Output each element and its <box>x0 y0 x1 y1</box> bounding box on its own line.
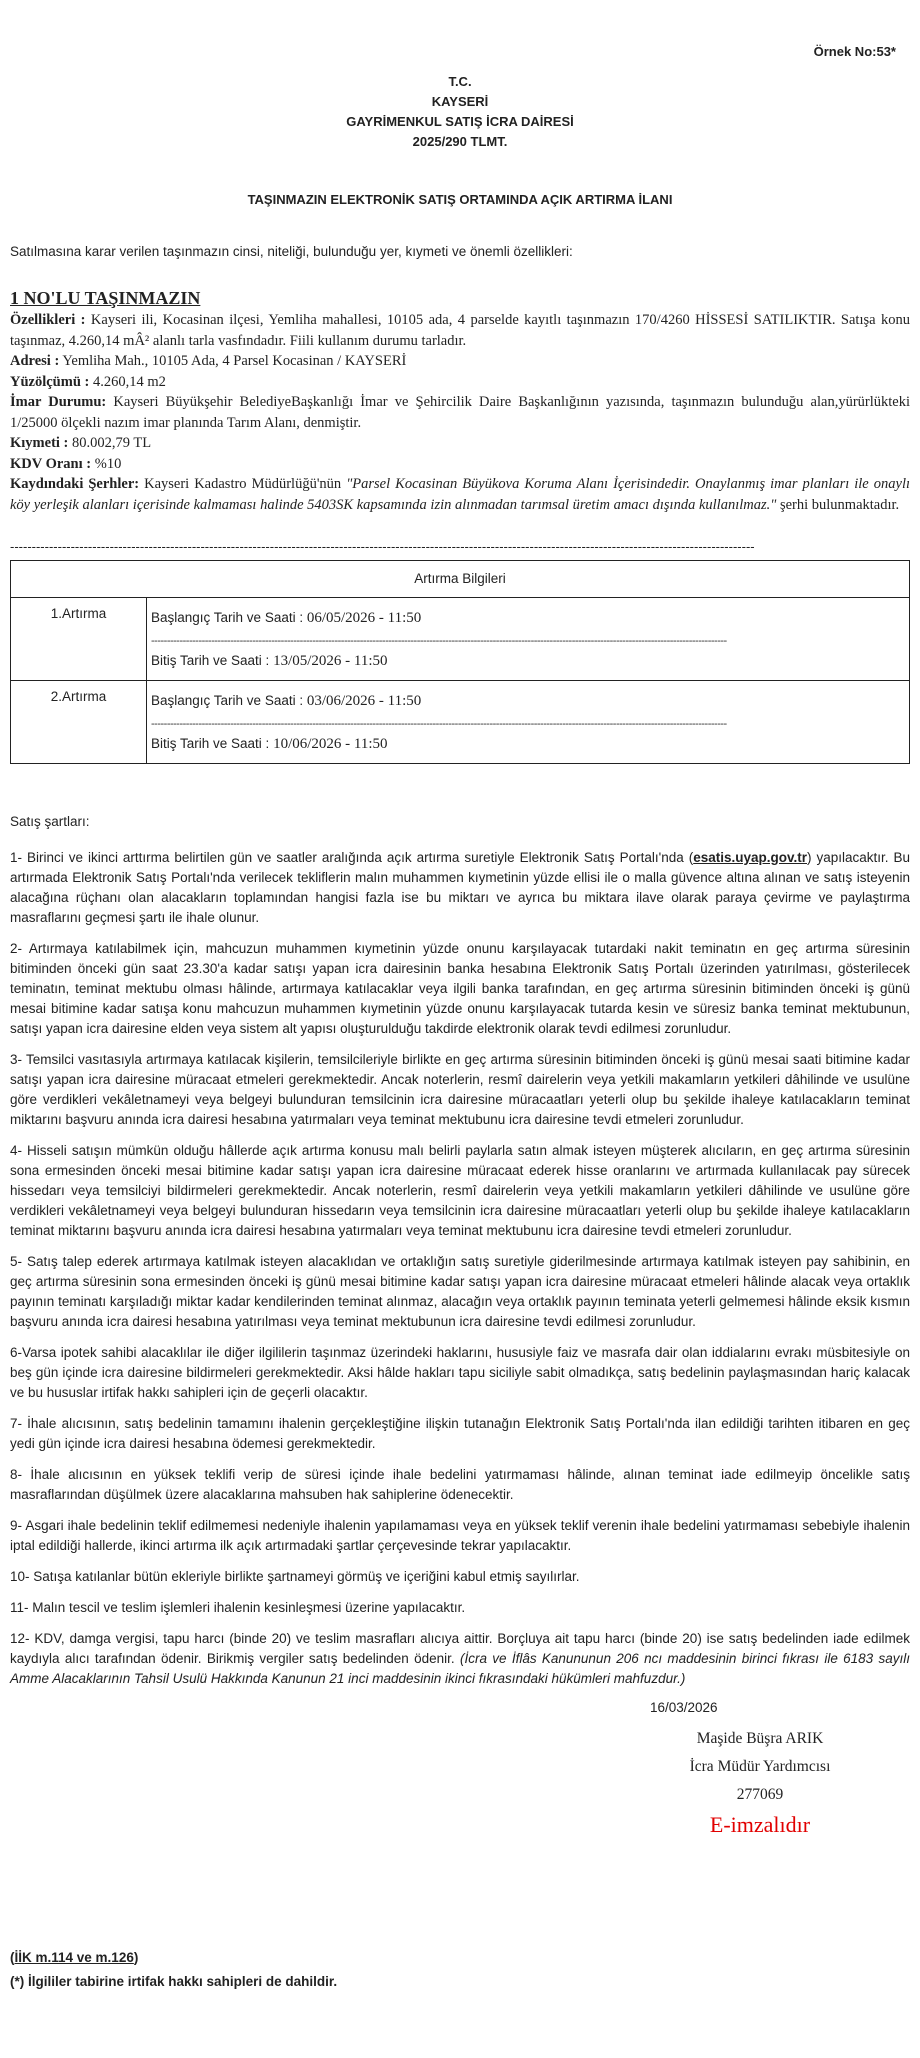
condition-11: 11- Malın tescil ve teslim işlemleri ihalenin kesinleşmesi üzerine yapılacaktır. <box>10 1600 466 1615</box>
value-label: Kıymeti : <box>10 435 69 451</box>
signer-registry-no: 277069 <box>736 1786 784 1803</box>
auction-round-dates <box>147 598 910 681</box>
property-heading: 1 NO'LU TAŞINMAZIN <box>10 288 201 308</box>
footer-note: (*) İlgililer tabirine irtifak hakkı sahipleri de dahildir. <box>10 1974 338 1989</box>
auction-start <box>151 610 905 627</box>
sale-conditions <box>10 812 910 1700</box>
condition-12-legal-note: (İcra ve İflâs Kanununun 206 ncı maddesinin birinci fıkrası ile 6183 sayılı Amme Alacaklarının Tahsil Usulü Hakkında Kanunun 21 inci maddesinin ikinci fıkrasındaki hükümleri mahfuzdur.) <box>10 1651 911 1686</box>
address-label: Adresi : <box>10 353 60 369</box>
property-vat <box>10 454 910 475</box>
zoning-text: Kayseri Büyükşehir BelediyeBaşkanlığı İmar ve Şehircilik Daire Başkanlığının yazısında, taşınmazın bulunduğu alan,yürürlükteki 1/25000 ölçekli nazım imar planında Tarım Alanı, denmiştir. <box>10 394 910 431</box>
signature-date: 16/03/2026 <box>650 1700 718 1715</box>
auction-table-header: Artırma Bilgileri <box>11 561 910 598</box>
auction-end <box>151 736 905 753</box>
property-address <box>10 351 910 372</box>
signer-title: İcra Müdür Yardımcısı <box>689 1758 831 1775</box>
zoning-label: İmar Durumu: <box>10 394 107 410</box>
vat-label: KDV Oranı : <box>10 455 92 472</box>
law-reference: İİK m.114 ve m.126 <box>14 1950 134 1965</box>
end-label: Bitiş Tarih ve Saati : <box>151 736 274 751</box>
property-details <box>10 286 910 515</box>
header-city: KAYSERİ <box>431 94 489 109</box>
auction-round-name: 2.Artırma <box>11 681 147 764</box>
header-file-no: 2025/290 TLMT. <box>412 134 508 149</box>
divider-line: ---------------------------------------------------------------------------------------------------------------------------------------------------------------------------- <box>10 539 755 554</box>
esatis-link[interactable]: esatis.uyap.gov.tr <box>693 850 807 865</box>
sample-number: Örnek No:53* <box>813 44 896 59</box>
condition-12-text: 12- KDV, damga vergisi, tapu harcı (binde 20) ve teslim masrafları alıcıya aittir. Borçluya ait tapu harcı (binde 20) ise satış bedelinden iade edilmek kaydıyla alıcı tarafından ödenir. Birikmiş vergiler satış bedelinden ödenir. <box>10 1631 910 1666</box>
auction-table <box>10 560 910 764</box>
condition-3: 3- Temsilci vasıtasıyla artırmaya katılacak kişilerin, temsilcileriyle birlikte en geç artırma süresinin bitiminden önceki iş günü mesai saati bitimine kadar satışı yapan icra dairesine müracaat etmeleri gerekmektedir. Ancak noterlerin, resmî dairelerin veya yetkili makamların yetkileri dâhilinde ve usulüne göre verdikleri vekâletnameyi veya belgeyi bulunduran temsilcinin icra dairesine müracaatları yeterli olup bu şekilde ihaleye katılacakların teminat miktarını başvuru anında icra dairesi hesabına yatırmaları veya teminat mektubunu icra dairesine tevdi etmeleri zorunludur. <box>10 1052 910 1127</box>
start-value: 03/06/2026 - 11:50 <box>306 693 422 709</box>
row-separator: -------------------------------------------------------------------------------------------------------------------------------------------------------------------------------------- <box>151 635 727 647</box>
start-value: 06/05/2026 - 11:50 <box>306 610 422 626</box>
condition-1-pre: 1- Birinci ve ikinci arttırma belirtilen gün ve saatler aralığında açık artırma suretiyle Elektronik Satış Portalı'nda ( <box>10 850 694 865</box>
auction-start <box>151 693 905 710</box>
condition-8: 8- İhale alıcısının en yüksek teklifi verip de süresi içinde ihale bedelini yatırmaması hâlinde, alınan teminat iade edilmeyip öncelikle satış masraflarından düşülmek üzere alacaklarına mahsuben hak sahiplerine ödenecektir. <box>10 1467 910 1502</box>
property-zoning <box>10 392 910 433</box>
document-header <box>0 72 920 152</box>
condition-5: 5- Satış talep ederek artırmaya katılmak isteyen alacaklıdan ve ortaklığın satış suretiyle giderilmesinde artırmaya katılmak isteyen pay sahibinin, en geç artırma süresinin sona ermesinden önceki iş günü mesai bitimine kadar satışı yapan icra dairesine müracaat etmeleri hâlinde alacak veya ortaklık payının teminatı karşıladığı miktar kadar kendilerinden teminat alınmaz, alacağın veya ortaklık payının teminata yeterli gelmemesi hâlinde eksik kısmın başvuru anında icra dairesi hesabına yatırılması veya teminat mektubunun icra dairesine tevdi edilmesi zorunludur. <box>10 1254 910 1329</box>
row-separator: -------------------------------------------------------------------------------------------------------------------------------------------------------------------------------------- <box>151 718 727 730</box>
condition-12 <box>10 1629 910 1689</box>
auction-table-header-row <box>11 561 910 598</box>
property-area <box>10 372 910 393</box>
condition-4: 4- Hisseli satışın mümkün olduğu hâllerde açık artırma konusu malı belirli paylarla satın almak isteyen müşterek alıcıların, en geç artırma süresinin sona ermesinden önceki mesai bitimine kadar satışı yapan icra dairesine müracaat ederek hisse oranlarını ve artırmada kullanılacak pay sürecek hissedarı veya temsilciyi bildirmeleri gerekmektedir. Ancak noterlerin, resmî dairelerin veya yetkili makamların yetkileri dâhilinde ve usulüne göre verdikleri vekâletnameyi veya belgeyi bulunduran hissedarın veya temsilcinin icra dairesine müracaatları yeterli olup bu şekilde ihaleye katılacakların teminat miktarını başvuru anında icra dairesi hesabına yatırmaları veya teminat mektubunu icra dairesine tevdi etmeleri zorunludur. <box>10 1143 910 1238</box>
auction-round-dates <box>147 681 910 764</box>
end-label: Bitiş Tarih ve Saati : <box>151 653 274 668</box>
start-label: Başlangıç Tarih ve Saati : <box>151 610 307 625</box>
condition-9: 9- Asgari ihale bedelinin teklif edilmemesi nedeniyle ihalenin yapılamaması veya en yüksek teklif verenin ihale bedelini yatırmaması sebebiyle ihalenin iptal edildiği hallerde, ikinci artırma ilk açık artırmadaki şartlar çerçevesinde tekrar yapılacaktır. <box>10 1518 910 1553</box>
header-office: GAYRİMENKUL SATIŞ İCRA DAİRESİ <box>346 114 574 129</box>
property-value <box>10 433 910 454</box>
restrictions-post: şerhi bulunmaktadır. <box>776 496 900 513</box>
end-value: 10/06/2026 - 11:50 <box>273 736 388 752</box>
property-features <box>10 310 910 351</box>
condition-1-post: ) yapılacaktır. Bu artırmada Elektronik Satış Portalı'nda verilecek tekliflerin malın muhammen kıymetinin yüzde ellisi ile o malla güvence altına alınan ve satış isteyenin alacağına rüçhanı olan alacakların toplamından hangisi fazla ise bu miktarı ve ayrıca bu miktara ilave olarak paraya çevirme ve paylaştırma masraflarını geçmesi şartı ile ihale olunur. <box>10 850 910 925</box>
condition-1 <box>10 848 910 928</box>
intro-text: Satılmasına karar verilen taşınmazın cinsi, niteliği, bulunduğu yer, kıymeti ve önemli özellikleri: <box>10 244 573 259</box>
e-signature-stamp: E-imzalıdır <box>709 1812 811 1837</box>
start-label: Başlangıç Tarih ve Saati : <box>151 693 307 708</box>
condition-10: 10- Satışa katılanlar bütün ekleriyle birlikte şartnameyi görmüş ve içeriğini kabul etmiş sayılırlar. <box>10 1569 580 1584</box>
auction-round-name: 1.Artırma <box>11 598 147 681</box>
features-label: Özellikleri : <box>10 312 86 328</box>
features-text: Kayseri ili, Kocasinan ilçesi, Yemliha mahallesi, 10105 ada, 4 parselde kayıtlı taşınmazın 170/4260 HİSSESİ SATILIKTIR. Satışa konu taşınmaz, 4.260,14 mÂ² alanlı tarla vasfındadır. Fiili kullanım durumu tarladır. <box>10 312 911 349</box>
restrictions-quote: "Parsel Kocasinan Büyükova Koruma Alanı İçerisindedir. Onaylanmış imar planları ile onaylı köy yerleşik alanları içerisinde kalmaması halinde 5403SK kapsamında izin alınmadan tarımsal üretim amacı dışında kullanılmaz." <box>10 476 910 513</box>
value-text: 80.002,79 TL <box>68 435 152 451</box>
end-value: 13/05/2026 - 11:50 <box>273 653 388 669</box>
condition-2: 2- Artırmaya katılabilmek için, mahcuzun muhammen kıymetinin yüzde onunu karşılayacak tutardaki nakit teminatın en geç artırma süresinin bitiminden önceki gün saat 23.30'a kadar satışı yapan icra dairesinin banka hesabına Elektronik Satış Portalı üzerinden yatırılması, gösterilecek teminatın, teminat mektubu olması hâlinde, artırmaya katılacaklar veya ilgili banka tarafından, en geç artırma süresinin bitiminden önceki iş günü mesai bitimine kadar satışa konu mahcuzun muhammen kıymetinin yüzde onunu karşılayacak tutarda kesin ve süresiz banka teminat mektubunun, satışı yapan icra dairesine elden veya sistem alt yapısı oluşturulduğu takdirde elektronik olarak tevdi edilmesi zorunludur. <box>10 941 910 1036</box>
signer-name: Maşide Büşra ARIK <box>696 1730 824 1747</box>
condition-7: 7- İhale alıcısının, satış bedelinin tamamını ihalenin gerçekleştiğine ilişkin tutanağın Elektronik Satış Portalı'nda ilan edildiği tarihten itibaren en geç yedi gün içinde icra dairesi hesabına ödemesi gerekmektedir. <box>10 1416 910 1451</box>
area-text: 4.260,14 m2 <box>89 373 166 390</box>
footer-law-reference: (İİK m.114 ve m.126) <box>10 1950 139 1965</box>
auction-row <box>11 681 910 764</box>
conditions-title: Satış şartları: <box>10 814 90 829</box>
vat-text: %10 <box>91 455 122 472</box>
header-tc: T.C. <box>448 74 472 89</box>
property-restrictions <box>10 474 910 515</box>
restrictions-label: Kaydındaki Şerhler: <box>10 476 140 492</box>
restrictions-pre: Kayseri Kadastro Müdürlüğü'nün <box>139 476 347 492</box>
condition-6: 6-Varsa ipotek sahibi alacaklılar ile diğer ilgililerin taşınmaz üzerindeki haklarını, hususiyle faiz ve masrafa dair olan iddialarını evrakı müsbitesiyle on beş gün içinde icra dairesine bildirmeleri gerekmektedir. Aksi hâlde hakları tapu siciliyle sabit olmadıkça, satış bedelinin paylaşmasından hariç kalacak ve bu hususlar irtifak hakkı sahipleri için de geçerli olacaktır. <box>10 1345 910 1400</box>
auction-end <box>151 653 905 670</box>
address-text: Yemliha Mah., 10105 Ada, 4 Parsel Kocasinan / KAYSERİ <box>59 353 407 369</box>
notice-title: TAŞINMAZIN ELEKTRONİK SATIŞ ORTAMINDA AÇIK ARTIRMA İLANI <box>247 192 673 207</box>
auction-row <box>11 598 910 681</box>
area-label: Yüzölçümü : <box>10 373 90 390</box>
